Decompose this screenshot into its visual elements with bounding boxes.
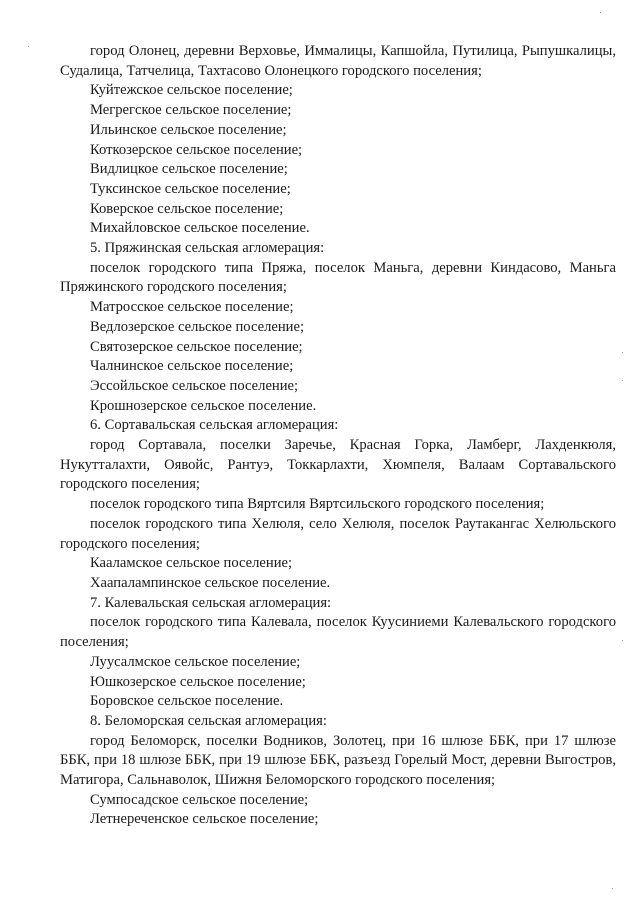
paragraph: поселок городского типа Хелюля, село Хелюля, поселок Раутакангас Хелюльского городского поселения; bbox=[60, 515, 616, 552]
paragraph: город Сортавала, поселки Заречье, Красная Горка, Ламберг, Лахденкюля, Нукутталахти, Оявойс, Рантуэ, Токкарлахти, Хюмпеля, Валаам Сортавальского городского поселения; bbox=[60, 437, 616, 493]
paragraph: Коткозерское сельское поселение; bbox=[90, 141, 303, 158]
scan-speck bbox=[622, 352, 623, 353]
scan-speck bbox=[612, 888, 613, 889]
section-heading: 5. Пряжинская сельская агломерация: bbox=[90, 240, 325, 257]
paragraph: поселок городского типа Вяртсиля Вяртсильского городского поселения; bbox=[90, 496, 545, 513]
scan-speck bbox=[622, 380, 623, 381]
paragraph: поселок городского типа Пряжа, поселок Маньга, деревни Киндасово, Маньга Пряжинского городского поселения; bbox=[60, 259, 616, 296]
paragraph: Крошнозерское сельское поселение. bbox=[90, 397, 317, 414]
section-heading: 7. Калевальская сельская агломерация: bbox=[90, 594, 332, 611]
paragraph: Эссойльское сельское поселение; bbox=[90, 377, 299, 394]
paragraph: Мегрегское сельское поселение; bbox=[90, 102, 292, 119]
paragraph: Сумпосадское сельское поселение; bbox=[90, 791, 309, 808]
paragraph: город Беломорск, поселки Водников, Золотец, при 16 шлюзе ББК, при 17 шлюзе ББК, при 18 шлюзе ББК, при 19 шлюзе ББК, разъезд Горелый Мост, деревни Выгостров, Матигора, Сальнаволок, Шижня Беломорского городского поселения; bbox=[60, 732, 616, 789]
paragraph: Юшкозерское сельское поселение; bbox=[90, 673, 306, 690]
scan-speck bbox=[28, 46, 29, 47]
section-heading: 8. Беломорская сельская агломерация: bbox=[90, 712, 327, 729]
section-heading: 6. Сортавальская сельская агломерация: bbox=[90, 417, 339, 434]
paragraph: Ильинское сельское поселение; bbox=[90, 121, 287, 138]
paragraph: поселок городского типа Калевала, поселок Куусиниеми Калевальского городского поселения; bbox=[60, 614, 616, 651]
paragraph: город Олонец, деревни Верховье, Иммалицы, Капшойла, Путилица, Рыпушкалицы, Судалица, Татчелица, Тахтасово Олонецкого городского поселения; bbox=[60, 43, 616, 79]
paragraph: Туксинское сельское поселение; bbox=[90, 180, 291, 197]
paragraph: Луусалмское сельское поселение; bbox=[90, 653, 301, 670]
paragraph: Летнереченское сельское поселение; bbox=[90, 811, 319, 828]
paragraph: Святозерское сельское поселение; bbox=[90, 338, 303, 355]
paragraph: Видлицкое сельское поселение; bbox=[90, 161, 288, 178]
scan-speck bbox=[622, 640, 623, 641]
paragraph: Кааламское сельское поселение; bbox=[90, 555, 293, 572]
document-page bbox=[60, 42, 616, 830]
paragraph: Матросское сельское поселение; bbox=[90, 299, 294, 316]
paragraph: Чалнинское сельское поселение; bbox=[90, 358, 294, 375]
paragraph: Боровское сельское поселение. bbox=[90, 693, 284, 710]
scan-speck bbox=[600, 12, 601, 13]
paragraph: Хаапалампинское сельское поселение. bbox=[90, 574, 331, 591]
paragraph: Ведлозерское сельское поселение; bbox=[90, 318, 305, 335]
paragraph: Коверское сельское поселение; bbox=[90, 200, 284, 217]
paragraph: Куйтежское сельское поселение; bbox=[90, 82, 293, 99]
paragraph: Михайловское сельское поселение. bbox=[90, 220, 310, 237]
